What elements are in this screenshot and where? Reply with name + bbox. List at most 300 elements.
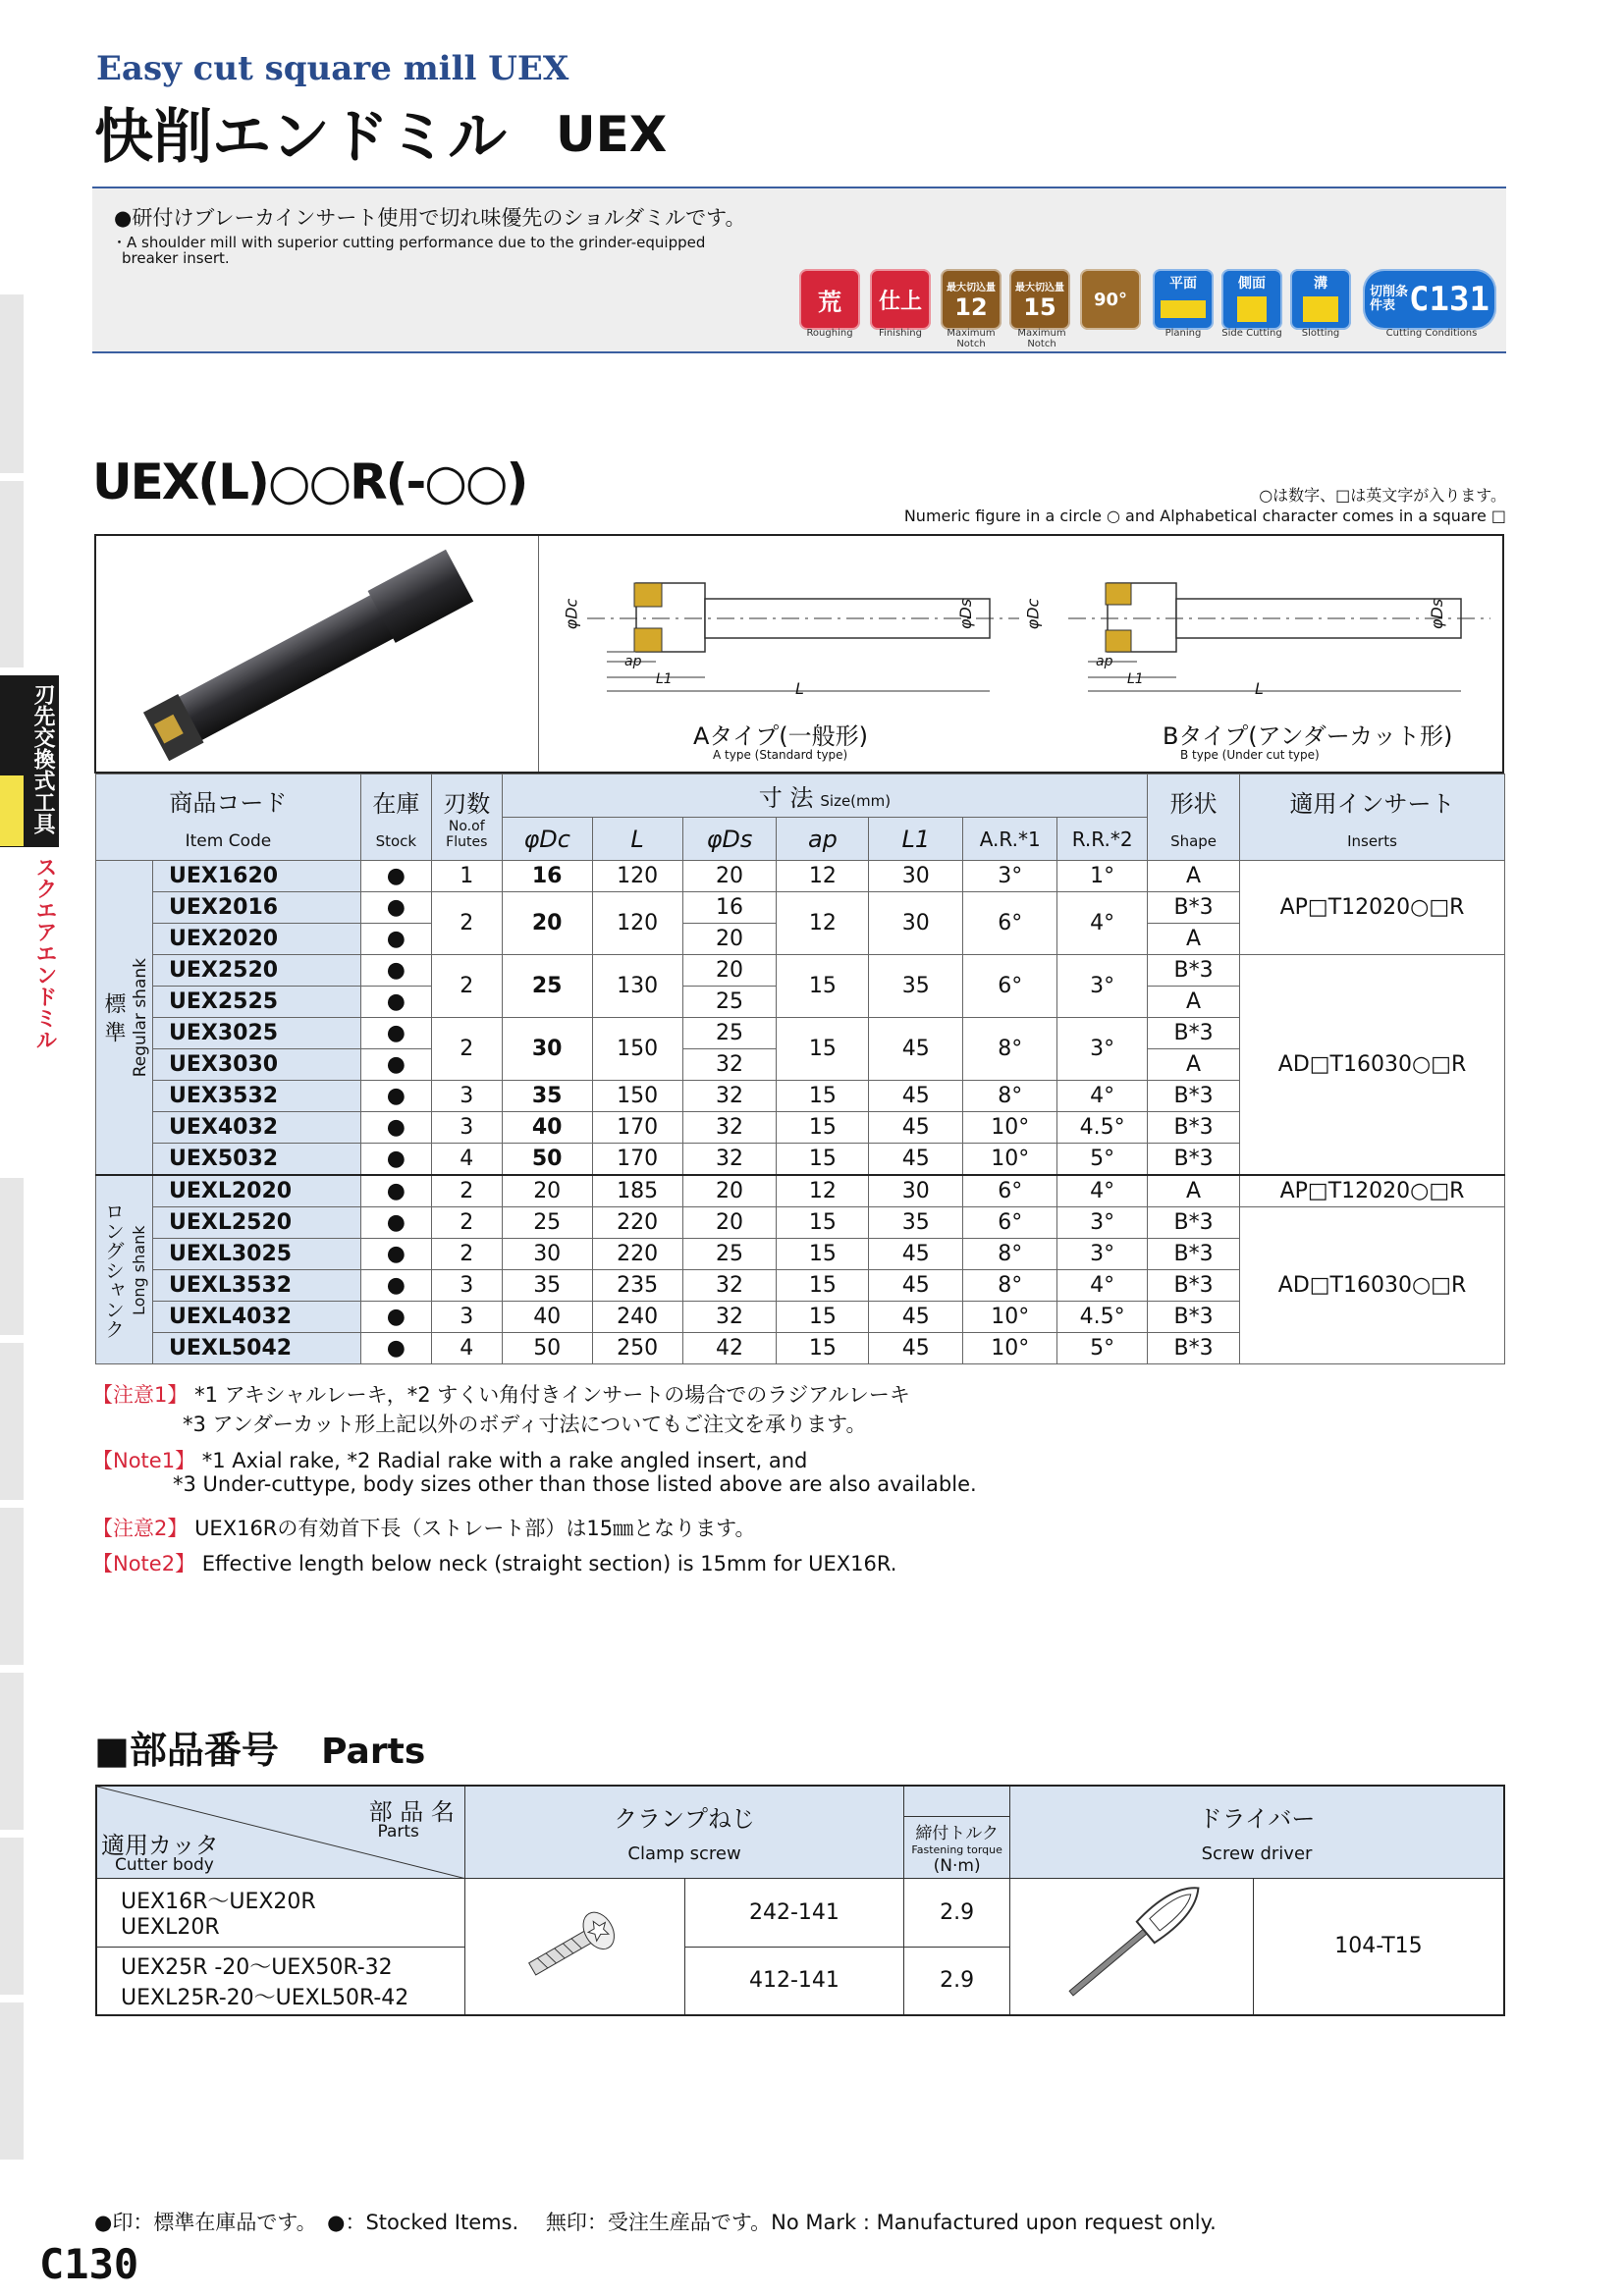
parts-hdr-torque-jp: 締付トルク — [915, 1823, 999, 1843]
stock-mark: ● — [360, 1081, 431, 1112]
dc: 20 — [502, 1175, 592, 1207]
driver-image — [1010, 1878, 1254, 2015]
item-code: UEXL5042 — [152, 1333, 360, 1364]
badge-side-caption: Side Cutting — [1221, 328, 1282, 339]
ds: 32 — [682, 1112, 777, 1144]
parts-hdr-torque-unit: (N·m) — [933, 1855, 981, 1876]
ap: 15 — [777, 1302, 869, 1333]
ap: 15 — [777, 1333, 869, 1364]
note2-jp: UEX16Rの有効首下長（ストレート部）は15㎜となります。 — [194, 1517, 756, 1540]
ar: 8° — [963, 1270, 1057, 1302]
badge-90deg — [1080, 269, 1141, 330]
hdr-ds: φDs — [682, 818, 777, 861]
rr: 1° — [1057, 861, 1148, 892]
feature-band — [92, 187, 1506, 353]
parts-hdr-parts-jp: 部 品 名 — [368, 1798, 455, 1826]
rr: 4° — [1057, 1270, 1148, 1302]
spec-table — [95, 774, 1505, 1364]
model-note-en: Numeric figure in a circle ○ and Alphabetical character comes in a square □ — [903, 507, 1506, 525]
note1-jp-1: *1 アキシャルレーキ，*2 すくい角付きインサートの場合でのラジアルレーキ — [194, 1383, 910, 1407]
flutes: 2 — [431, 1239, 502, 1270]
ds: 42 — [682, 1333, 777, 1364]
parts-hdr-clamp-jp: クランプねじ — [614, 1805, 756, 1834]
item-code: UEXL2020 — [152, 1175, 360, 1207]
ap: 15 — [777, 955, 869, 1018]
dc: 25 — [502, 1207, 592, 1239]
note1-en-2: *3 Under-cuttype, body sizes other than those listed above are also available. — [173, 1472, 977, 1496]
page-number: C130 — [39, 2240, 139, 2288]
shape: B*3 — [1148, 1112, 1240, 1144]
note2-label-jp: 【注意2】 — [92, 1517, 189, 1540]
hdr-dc: φDc — [502, 818, 592, 861]
badge-notch15-top: 最大切込量 — [1015, 282, 1064, 294]
dc: 40 — [502, 1302, 592, 1333]
stock-mark: ● — [360, 1018, 431, 1049]
hdr-code-jp: 商品コード — [169, 789, 288, 817]
parts-body: UEXL25R-20〜UEXL50R-42 — [121, 1985, 409, 2010]
l: 120 — [592, 892, 682, 955]
hdr-ap: ap — [777, 818, 869, 861]
ds: 20 — [682, 955, 777, 987]
rr: 3° — [1057, 1207, 1148, 1239]
note1-label-jp: 【注意1】 — [92, 1383, 189, 1407]
parts-torque: 2.9 — [904, 1947, 1010, 2015]
ar: 8° — [963, 1081, 1057, 1112]
ap: 15 — [777, 1207, 869, 1239]
badge-side-cutting — [1221, 269, 1282, 330]
ap: 12 — [777, 892, 869, 955]
badge-cond-label: C131 — [1409, 280, 1489, 319]
ar: 3° — [963, 861, 1057, 892]
stock-mark: ● — [360, 892, 431, 924]
badge-cond-top: 切削条件表 — [1370, 285, 1409, 313]
parts-body: UEX16R〜UEX20R — [121, 1890, 316, 1914]
hdr-shape-en: Shape — [1170, 832, 1218, 850]
intro-jp: ●研付けブレーカインサート使用で切れ味優先のショルダミルです。 — [114, 206, 746, 230]
shape: B*3 — [1148, 955, 1240, 987]
ds: 32 — [682, 1049, 777, 1081]
ar: 10° — [963, 1112, 1057, 1144]
stock-mark: ● — [360, 1112, 431, 1144]
b-type-title-jp: Bタイプ(アンダーカット形) — [1163, 722, 1453, 750]
stock-mark: ● — [360, 924, 431, 955]
hdr-inserts — [1240, 774, 1505, 861]
ds: 32 — [682, 1081, 777, 1112]
title-jp: 快削エンドミル — [94, 103, 507, 172]
l1: 45 — [869, 1333, 963, 1364]
table-row — [96, 861, 1505, 892]
model-note-jp: ○は数字、□は英文字が入ります。 — [1259, 486, 1506, 505]
item-code: UEX2520 — [152, 955, 360, 987]
b-dim-l1: L1 — [1127, 671, 1144, 687]
drawing-b-type — [1039, 544, 1500, 721]
shape: B*3 — [1148, 892, 1240, 924]
ap: 15 — [777, 1239, 869, 1270]
l: 150 — [592, 1018, 682, 1081]
ds: 16 — [682, 892, 777, 924]
hdr-shape-jp: 形状 — [1169, 790, 1218, 818]
parts-hdr-driver-en: Screw driver — [1201, 1843, 1313, 1865]
l: 235 — [592, 1270, 682, 1302]
parts-hdr-torque — [904, 1786, 1010, 1878]
flutes: 2 — [431, 1018, 502, 1081]
dc: 50 — [502, 1144, 592, 1176]
hdr-size-en: Size(mm) — [820, 792, 892, 810]
l1: 35 — [869, 955, 963, 1018]
stock-mark: ● — [360, 1049, 431, 1081]
item-code: UEXL3532 — [152, 1270, 360, 1302]
parts-hdr-body-jp: 適用カッタ — [101, 1832, 219, 1859]
hdr-item-code — [96, 774, 361, 861]
side-cutting-icon — [1237, 296, 1267, 322]
ar: 10° — [963, 1333, 1057, 1364]
parts-body: UEXL20R — [121, 1915, 220, 1940]
insert-ad-long: AD□T16030○□R — [1240, 1207, 1505, 1364]
l: 220 — [592, 1207, 682, 1239]
ar: 6° — [963, 955, 1057, 1018]
hdr-code-en: Item Code — [185, 831, 272, 851]
hdr-stock — [360, 774, 431, 861]
stock-mark: ● — [360, 1333, 431, 1364]
parts-torque: 2.9 — [904, 1878, 1010, 1947]
note2-en: Effective length below neck (straight section) is 15mm for UEX16R. — [201, 1552, 897, 1575]
dc: 16 — [502, 861, 592, 892]
model-code: UEX(L)○○R(-○○) — [92, 454, 527, 510]
badge-roughing-caption: Roughing — [806, 328, 853, 339]
l: 130 — [592, 955, 682, 1018]
ap: 15 — [777, 1081, 869, 1112]
tool-photo-image — [96, 536, 538, 772]
footer-legend: ●印：標準在庫品です。 ●：Stocked Items. 無印：受注生産品です。No Mark : Manufactured upon request only. — [94, 2211, 1217, 2234]
group-long — [96, 1175, 153, 1364]
item-code: UEX1620 — [152, 861, 360, 892]
rr: 3° — [1057, 1018, 1148, 1081]
badge-max-notch-15 — [1009, 269, 1070, 330]
badge-notch12-top: 最大切込量 — [947, 282, 996, 294]
badge-notch12-caption: Maximum Notch — [947, 328, 996, 349]
stock-mark: ● — [360, 1239, 431, 1270]
ap: 15 — [777, 1112, 869, 1144]
shape: A — [1148, 1175, 1240, 1207]
side-tab-subcategory-label: スクエアエンドミル — [32, 856, 57, 1050]
parts-screw: 242-141 — [684, 1878, 904, 1947]
note1-en-1: *1 Axial rake, *2 Radial rake with a rake angled insert, and — [201, 1449, 808, 1472]
badge-roughing — [799, 269, 860, 330]
intro-en-2: breaker insert. — [122, 249, 230, 267]
stock-mark: ● — [360, 955, 431, 987]
parts-hdr-driver — [1010, 1786, 1504, 1878]
parts-hdr-driver-jp: ドライバー — [1198, 1805, 1316, 1834]
screw-image — [464, 1878, 684, 2015]
figure-box — [94, 534, 1504, 774]
item-code: UEXL2520 — [152, 1207, 360, 1239]
group-regular-jp: 標 準 — [100, 992, 126, 1042]
insert-ap: AP□T12020○□R — [1240, 861, 1505, 955]
shape: A — [1148, 987, 1240, 1018]
parts-title-en: Parts — [321, 1732, 426, 1772]
l1: 45 — [869, 1081, 963, 1112]
parts-driver: 104-T15 — [1253, 1878, 1504, 2015]
parts-hdr-body — [96, 1786, 464, 1878]
shape: B*3 — [1148, 1333, 1240, 1364]
hdr-flutes-jp: 刃数 — [443, 790, 491, 818]
ar: 8° — [963, 1239, 1057, 1270]
badge-notch15-caption: Maximum Notch — [1017, 328, 1066, 349]
dc: 40 — [502, 1112, 592, 1144]
dc: 20 — [502, 892, 592, 955]
rr: 4° — [1057, 892, 1148, 955]
l1: 30 — [869, 892, 963, 955]
badge-notch15-label: 15 — [1023, 293, 1056, 321]
flutes: 3 — [431, 1302, 502, 1333]
parts-section-title — [94, 1720, 425, 1774]
b-dim-ap: ap — [1096, 654, 1113, 669]
flutes: 3 — [431, 1081, 502, 1112]
ap: 12 — [777, 861, 869, 892]
ds: 20 — [682, 1175, 777, 1207]
a-dim-l1: L1 — [656, 671, 673, 687]
flutes: 2 — [431, 1175, 502, 1207]
shape: B*3 — [1148, 1270, 1240, 1302]
shape: A — [1148, 924, 1240, 955]
item-code: UEX3025 — [152, 1018, 360, 1049]
dc: 30 — [502, 1239, 592, 1270]
ds: 32 — [682, 1302, 777, 1333]
insert-ad: AD□T16030○□R — [1240, 955, 1505, 1176]
badge-side-top: 側面 — [1238, 276, 1266, 292]
l1: 45 — [869, 1270, 963, 1302]
shape: A — [1148, 1049, 1240, 1081]
l: 185 — [592, 1175, 682, 1207]
item-code: UEX4032 — [152, 1112, 360, 1144]
item-code: UEX2016 — [152, 892, 360, 924]
flutes: 1 — [431, 861, 502, 892]
ds: 20 — [682, 924, 777, 955]
hdr-flutes-en1: No.of — [448, 819, 485, 834]
l1: 45 — [869, 1239, 963, 1270]
rr: 4.5° — [1057, 1302, 1148, 1333]
group-regular-en: Regular shank — [130, 957, 150, 1078]
parts-body: UEX25R -20〜UEX50R-32 — [121, 1954, 393, 1980]
badge-max-notch-12 — [941, 269, 1001, 330]
dc: 35 — [502, 1081, 592, 1112]
dc: 50 — [502, 1333, 592, 1364]
badge-planing-caption: Planing — [1164, 328, 1202, 339]
ap: 15 — [777, 1270, 869, 1302]
ap: 15 — [777, 1018, 869, 1081]
badge-planing — [1153, 269, 1214, 330]
title-en: Easy cut square mill UEX — [96, 49, 569, 88]
badge-slot-top: 溝 — [1314, 276, 1327, 292]
parts-hdr-parts-en: Parts — [377, 1822, 419, 1842]
side-tab-category-label: 刃先交換式工具 — [30, 683, 55, 834]
badge-roughing-label: 荒 — [818, 288, 841, 316]
flutes: 4 — [431, 1333, 502, 1364]
stock-mark: ● — [360, 1270, 431, 1302]
rr: 5° — [1057, 1144, 1148, 1176]
item-code: UEX2020 — [152, 924, 360, 955]
table-row — [96, 1175, 1505, 1207]
badge-finishing — [870, 269, 931, 330]
ar: 10° — [963, 1302, 1057, 1333]
hdr-size-jp: 寸 法 — [758, 784, 814, 812]
item-code: UEXL3025 — [152, 1239, 360, 1270]
a-dim-ap: ap — [624, 654, 642, 669]
hdr-shape — [1148, 774, 1240, 861]
hdr-flutes-en2: Flutes — [446, 834, 488, 850]
shape: B*3 — [1148, 1302, 1240, 1333]
dc: 25 — [502, 955, 592, 1018]
drawing-a-type — [548, 544, 1029, 721]
stock-mark: ● — [360, 861, 431, 892]
flutes: 3 — [431, 1270, 502, 1302]
stock-mark: ● — [360, 1302, 431, 1333]
rr: 3° — [1057, 955, 1148, 1018]
a-type-title-en: A type (Standard type) — [713, 748, 848, 762]
a-type-title-jp: Aタイプ(一般形) — [693, 722, 868, 750]
screw-driver-icon — [1034, 1885, 1230, 2002]
note2-label-en: 【Note2】 — [92, 1552, 196, 1575]
parts-title-jp: ■部品番号 — [94, 1729, 279, 1772]
hdr-stock-jp: 在庫 — [372, 790, 420, 818]
l1: 45 — [869, 1112, 963, 1144]
parts-hdr-clamp — [464, 1786, 903, 1878]
parts-row — [96, 1878, 1504, 1947]
clamp-screw-icon — [515, 1904, 633, 1983]
badge-cond-caption: Cutting Conditions — [1385, 328, 1478, 339]
hdr-l1: L1 — [869, 818, 963, 861]
planing-icon — [1161, 300, 1206, 318]
stock-mark: ● — [360, 1207, 431, 1239]
a-dim-dc: φDc — [562, 598, 581, 630]
dc: 30 — [502, 1018, 592, 1081]
side-index-strip — [0, 294, 24, 2160]
ds: 20 — [682, 1207, 777, 1239]
shape: B*3 — [1148, 1239, 1240, 1270]
shape: B*3 — [1148, 1207, 1240, 1239]
rr: 4° — [1057, 1175, 1148, 1207]
hdr-l: L — [592, 818, 682, 861]
stock-mark: ● — [360, 1144, 431, 1176]
item-code: UEX3532 — [152, 1081, 360, 1112]
badge-slot-caption: Slotting — [1301, 328, 1340, 339]
shape: A — [1148, 861, 1240, 892]
ds: 32 — [682, 1144, 777, 1176]
rr: 3° — [1057, 1239, 1148, 1270]
notes — [92, 1380, 977, 1578]
group-regular — [96, 861, 153, 1176]
badge-notch12-label: 12 — [954, 293, 988, 321]
ds: 20 — [682, 861, 777, 892]
group-long-jp: ロングシャンク — [101, 1201, 126, 1339]
note1-jp-2: *3 アンダーカット形上記以外のボディ寸法についてもご注文を承ります。 — [183, 1413, 867, 1436]
flutes: 2 — [431, 1207, 502, 1239]
l: 170 — [592, 1144, 682, 1176]
hdr-flutes — [431, 774, 502, 861]
rr: 4.5° — [1057, 1112, 1148, 1144]
rr: 4° — [1057, 1081, 1148, 1112]
l1: 45 — [869, 1144, 963, 1176]
badge-slotting — [1290, 269, 1351, 330]
l: 240 — [592, 1302, 682, 1333]
l: 250 — [592, 1333, 682, 1364]
insert-ap-long: AP□T12020○□R — [1240, 1175, 1505, 1207]
hdr-size — [502, 774, 1147, 818]
l1: 45 — [869, 1018, 963, 1081]
intro-en-1: ・A shoulder mill with superior cutting performance due to the grinder-equipped — [112, 234, 706, 251]
flutes: 4 — [431, 1144, 502, 1176]
hdr-stock-en: Stock — [375, 832, 417, 850]
stock-mark: ● — [360, 1175, 431, 1207]
b-dim-ds: φDs — [1428, 598, 1447, 630]
item-code: UEX3030 — [152, 1049, 360, 1081]
shape: B*3 — [1148, 1018, 1240, 1049]
l: 120 — [592, 861, 682, 892]
shape: B*3 — [1148, 1144, 1240, 1176]
ap: 15 — [777, 1144, 869, 1176]
hdr-insert-en: Inserts — [1347, 832, 1397, 850]
ds: 25 — [682, 1239, 777, 1270]
hdr-ar: A.R.*1 — [963, 818, 1057, 861]
title-code: UEX — [556, 106, 668, 163]
badge-finishing-caption: Finishing — [879, 328, 922, 339]
b-type-title-en: B type (Under cut type) — [1180, 748, 1320, 762]
badge-cutting-conditions-link[interactable] — [1363, 269, 1496, 330]
l1: 30 — [869, 1175, 963, 1207]
item-code: UEX2525 — [152, 987, 360, 1018]
table-row — [96, 1207, 1505, 1239]
badge-planing-top: 平面 — [1169, 276, 1197, 292]
ds: 25 — [682, 987, 777, 1018]
parts-hdr-torque-en: Fastening torque — [911, 1842, 1002, 1856]
ds: 25 — [682, 1018, 777, 1049]
l1: 35 — [869, 1207, 963, 1239]
l1: 30 — [869, 861, 963, 892]
l: 150 — [592, 1081, 682, 1112]
ar: 6° — [963, 892, 1057, 955]
group-long-en: Long shank — [130, 1224, 149, 1315]
ap: 12 — [777, 1175, 869, 1207]
parts-table — [95, 1785, 1505, 2016]
ar: 6° — [963, 1175, 1057, 1207]
flutes: 3 — [431, 1112, 502, 1144]
note1-label-en: 【Note1】 — [92, 1449, 196, 1472]
side-tab-marker — [0, 775, 24, 846]
ds: 32 — [682, 1270, 777, 1302]
dc: 35 — [502, 1270, 592, 1302]
badge-90deg-label: 90° — [1093, 289, 1128, 310]
l1: 45 — [869, 1302, 963, 1333]
flutes: 2 — [431, 955, 502, 1018]
hdr-rr: R.R.*2 — [1057, 818, 1148, 861]
badge-finishing-label: 仕上 — [878, 289, 922, 314]
parts-screw: 412-141 — [684, 1947, 904, 2015]
tool-photo — [96, 536, 539, 772]
l: 170 — [592, 1112, 682, 1144]
l: 220 — [592, 1239, 682, 1270]
item-code: UEXL4032 — [152, 1302, 360, 1333]
ar: 10° — [963, 1144, 1057, 1176]
a-dim-l: L — [795, 679, 804, 698]
stock-mark: ● — [360, 987, 431, 1018]
table-row — [96, 955, 1505, 987]
flutes: 2 — [431, 892, 502, 955]
shape: B*3 — [1148, 1081, 1240, 1112]
slotting-icon — [1303, 296, 1338, 322]
ar: 6° — [963, 1207, 1057, 1239]
parts-hdr-clamp-en: Clamp screw — [627, 1843, 741, 1865]
hdr-insert-jp: 適用インサート — [1289, 790, 1455, 818]
